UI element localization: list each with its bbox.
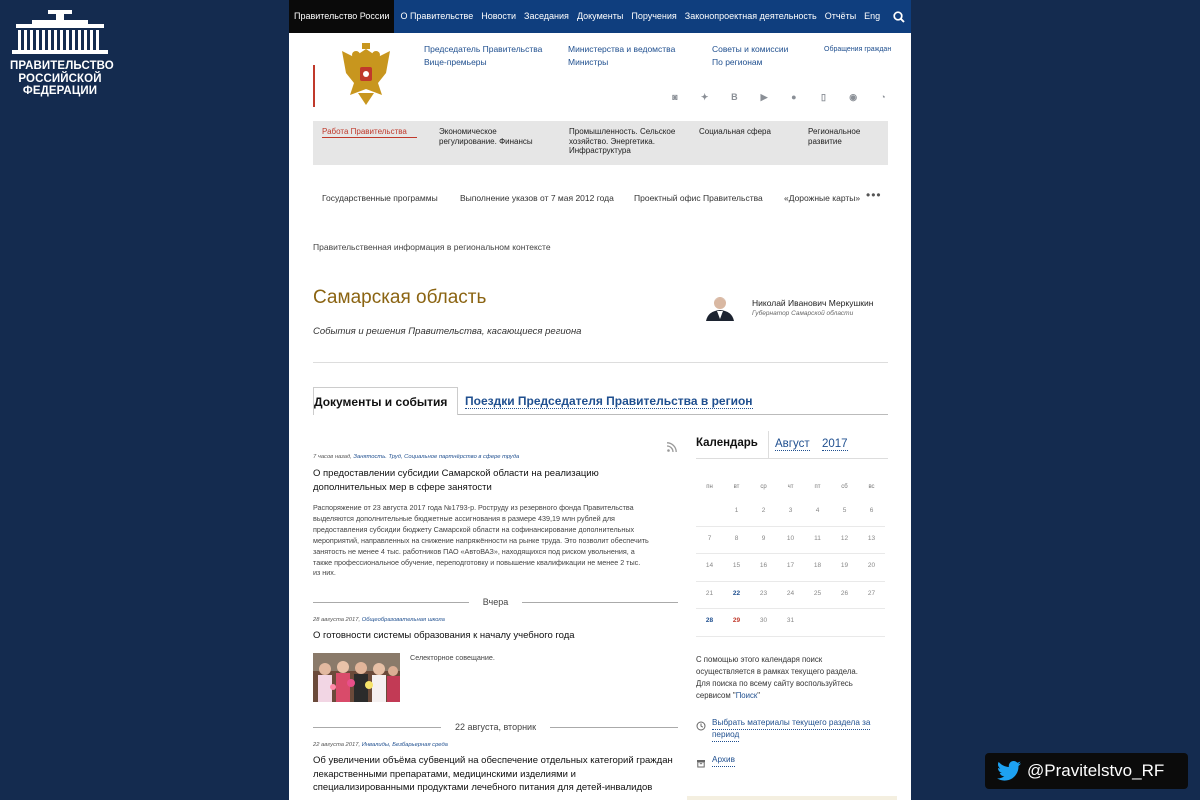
tab-label: Документы и события bbox=[314, 395, 448, 409]
calendar-day: 9 bbox=[761, 534, 766, 542]
social-icons bbox=[669, 91, 889, 103]
calendar-day-active[interactable]: 22 bbox=[732, 589, 741, 597]
news-title-link[interactable] bbox=[313, 754, 673, 795]
calendar-day-active[interactable]: 28 bbox=[705, 617, 714, 624]
calendar-day: 5 bbox=[842, 507, 847, 514]
news-body-line: мероприятий, направленных на снижение напряжённости на рынке труда. Это позволит обеспечить bbox=[313, 535, 649, 545]
select-period-line: Выбрать материалы текущего раздела за bbox=[712, 718, 871, 727]
logo-line-1: ПРАВИТЕЛЬСТВО bbox=[10, 60, 114, 72]
governor-name[interactable]: Николай Иванович Меркушкин bbox=[752, 298, 874, 308]
news-body-line: выделяются дополнительные бюджетные ассигнования в размере 439,19 млн рублей для bbox=[313, 513, 615, 523]
mobile-icon[interactable]: ▯ bbox=[821, 91, 826, 102]
header-link-regions[interactable]: По регионам bbox=[712, 57, 763, 67]
news-tags-link[interactable]: Инвалиды, Безбарьерная среда bbox=[361, 742, 448, 748]
subnav-project-office[interactable]: Проектный офис Правительства bbox=[634, 193, 763, 203]
category-government-work[interactable]: Работа Правительства bbox=[322, 127, 417, 138]
news-title-line: О предоставлении субсидии Самарской области на реализацию bbox=[313, 468, 599, 479]
calendar-note-line: С помощью этого календаря поиск bbox=[696, 655, 823, 664]
topnav-item-reports[interactable]: Отчёты bbox=[824, 11, 857, 21]
news-title-line: лекарственными препаратами, медицинскими изделиями и bbox=[313, 768, 576, 780]
news-time: 28 августа 2017, bbox=[313, 617, 361, 623]
news-time: 7 часов назад, bbox=[313, 454, 352, 460]
page-subtitle: События и решения Правительства, касающиеся региона bbox=[313, 326, 582, 337]
calendar-day: 7 bbox=[707, 534, 712, 542]
calendar-year-select[interactable]: 2017 bbox=[822, 438, 848, 450]
twitter-icon[interactable]: ✦ bbox=[700, 91, 709, 102]
news-body-line: также профессиональное обучение, переподготовку и повышение квалификации не менее 2 тыс. bbox=[313, 557, 641, 567]
topnav-item-news[interactable]: Новости bbox=[481, 11, 517, 21]
more-icon[interactable]: ••• bbox=[866, 188, 882, 202]
calendar-week bbox=[696, 527, 885, 555]
top-navigation bbox=[289, 0, 911, 33]
topnav-item-about[interactable]: О Правительстве bbox=[400, 11, 474, 21]
tabs-underline bbox=[458, 414, 888, 415]
calendar-day: 26 bbox=[840, 589, 849, 597]
logo-line-2: РОССИЙСКОЙ bbox=[18, 72, 102, 85]
news-tags-link[interactable]: Общеобразовательная школа bbox=[361, 617, 445, 623]
search-link[interactable]: Поиск bbox=[735, 691, 758, 700]
logo-line-3: ФЕДЕРАЦИИ bbox=[22, 85, 98, 97]
calendar-day-active[interactable]: 29 bbox=[732, 617, 741, 624]
category-economy[interactable]: Экономическое регулирование. Финансы bbox=[439, 127, 533, 146]
vk-icon[interactable]: В bbox=[731, 92, 738, 102]
calendar-week bbox=[696, 609, 885, 637]
twitter-badge[interactable] bbox=[985, 753, 1188, 789]
divider bbox=[768, 431, 769, 459]
news-body-line: занятость не менее 4 тыс. работников ПАО «АвтоВАЗ», находящихся под риском увольнения, а bbox=[313, 546, 635, 556]
calendar-day: 10 bbox=[786, 534, 795, 542]
page-title: Самарская область bbox=[313, 287, 487, 308]
header-link-vice-premiers[interactable]: Вице-премьеры bbox=[424, 57, 487, 67]
news-photo-caption: Селекторное совещание. bbox=[410, 653, 495, 662]
weekday: вт bbox=[733, 484, 740, 490]
calendar-day: 21 bbox=[705, 589, 714, 597]
context-line: Правительственная информация в региональном контексте bbox=[313, 242, 551, 252]
archive-icon bbox=[696, 755, 706, 773]
rss-icon[interactable] bbox=[667, 439, 677, 457]
calendar-day: 4 bbox=[815, 507, 820, 514]
governor-photo[interactable] bbox=[704, 293, 736, 321]
news-meta bbox=[313, 742, 448, 748]
header-link-chairman[interactable]: Председатель Правительства bbox=[424, 44, 543, 54]
search-icon[interactable] bbox=[889, 0, 909, 33]
calendar-note-line: Для поиска по всему сайту воспользуйтесь bbox=[696, 679, 853, 688]
calendar-day: 30 bbox=[759, 617, 768, 624]
tab-documents-events[interactable] bbox=[313, 387, 458, 415]
calendar-note-line: сервисом " bbox=[696, 691, 736, 700]
weekday: пн bbox=[706, 484, 713, 490]
date-divider-label: Вчера bbox=[482, 597, 509, 607]
governor-title: Губернатор Самарской области bbox=[752, 310, 854, 317]
subnav-state-programs[interactable]: Государственные программы bbox=[322, 193, 438, 203]
news-meta bbox=[313, 617, 445, 623]
people-icon[interactable]: ● bbox=[791, 92, 797, 102]
calendar-weekdays bbox=[696, 475, 885, 499]
news-title-line: специализированными продуктами лечебного питания для детей-инвалидов bbox=[313, 782, 653, 793]
calendar-day: 12 bbox=[840, 534, 849, 542]
weekday: сб bbox=[841, 484, 848, 490]
weekday: чт bbox=[787, 484, 794, 490]
calendar-day: 13 bbox=[867, 534, 876, 542]
calendar-day: 20 bbox=[867, 562, 876, 569]
news-body-line: из них. bbox=[313, 568, 336, 578]
news-body-line: Распоряжение от 23 августа 2017 года №1793-р. Роструду из резервного фонда Правительства bbox=[313, 503, 634, 512]
news-photo[interactable] bbox=[313, 653, 400, 702]
calendar-day: 1 bbox=[734, 507, 739, 514]
calendar-day: 16 bbox=[759, 562, 768, 569]
topnav-item-legislation[interactable]: Законопроектная деятельность bbox=[684, 11, 817, 21]
category-bar bbox=[313, 121, 888, 165]
calendar-day: 24 bbox=[786, 589, 795, 597]
topnav-item-meetings[interactable]: Заседания bbox=[524, 11, 569, 21]
divider bbox=[313, 362, 888, 363]
calendar-day: 2 bbox=[761, 507, 766, 514]
weekday: пт bbox=[814, 484, 821, 490]
news-body bbox=[313, 503, 680, 579]
accent-bar bbox=[313, 65, 315, 107]
subnav-may-decrees[interactable]: Выполнение указов от 7 мая 2012 года bbox=[460, 193, 614, 203]
calendar-day: 17 bbox=[786, 562, 795, 569]
weekday: ср bbox=[760, 484, 767, 490]
news-title-link[interactable]: О готовности системы образования к началу учебного года bbox=[313, 630, 575, 641]
topnav-item-instructions[interactable]: Поручения bbox=[631, 11, 677, 21]
calendar-day bbox=[804, 609, 831, 636]
calendar-grid bbox=[696, 475, 885, 637]
news-meta bbox=[313, 454, 519, 460]
twitter-icon bbox=[997, 761, 1021, 781]
calendar-week bbox=[696, 499, 885, 527]
news-body-line: предоставления субсидии бюджету Самарской области на софинансирование дополнительных bbox=[313, 524, 635, 534]
calendar-note-line: осуществляется в рамках текущего раздела. bbox=[696, 667, 858, 676]
topnav-item-eng[interactable]: Eng bbox=[864, 11, 881, 21]
header-link-appeals[interactable]: Обращения граждан bbox=[824, 46, 892, 53]
news-title-link[interactable] bbox=[313, 467, 599, 494]
calendar-day: 19 bbox=[840, 562, 849, 569]
calendar-note-end: " bbox=[757, 691, 761, 700]
footer-stripe bbox=[687, 796, 897, 800]
news-title-line: Об увеличении объёма субвенций на обеспечение отдельных категорий граждан bbox=[313, 755, 673, 766]
news-title-line: дополнительных мер в сфере занятости bbox=[313, 481, 492, 493]
select-period-link[interactable]: период bbox=[712, 729, 739, 742]
calendar-week bbox=[696, 582, 885, 610]
subnav-roadmaps[interactable]: «Дорожные карты» bbox=[784, 193, 861, 203]
calendar-day: 15 bbox=[732, 562, 741, 569]
calendar-day bbox=[696, 499, 723, 526]
category-regional[interactable]: Региональное развитие bbox=[808, 127, 861, 146]
archive-link[interactable]: Архив bbox=[712, 754, 735, 767]
header-link-ministers[interactable]: Министры bbox=[568, 57, 609, 67]
coat-of-arms-icon[interactable] bbox=[336, 43, 396, 114]
history-icon bbox=[696, 718, 706, 736]
calendar-month-select[interactable]: Август bbox=[775, 438, 810, 450]
date-divider bbox=[313, 597, 678, 607]
calendar-day: 11 bbox=[814, 534, 821, 542]
eye-icon[interactable]: ◉ bbox=[849, 91, 858, 102]
header-link-councils[interactable]: Советы и комиссии bbox=[712, 44, 789, 54]
twitter-handle: @Pravitelstvo_RF bbox=[1027, 761, 1165, 780]
calendar-day bbox=[858, 609, 885, 636]
calendar-day: 23 bbox=[759, 589, 768, 597]
youtube-icon[interactable]: ▶ bbox=[760, 91, 768, 102]
calendar-day: 18 bbox=[813, 562, 822, 569]
calendar-day: 27 bbox=[867, 589, 876, 597]
site-header bbox=[289, 33, 911, 121]
category-social[interactable]: Социальная сфера bbox=[699, 127, 771, 136]
calendar-note bbox=[696, 654, 886, 702]
camera-icon[interactable]: ◙ bbox=[672, 92, 678, 102]
news-time: 22 августа 2017, bbox=[313, 742, 361, 748]
topnav-item-government[interactable]: Правительство России bbox=[289, 0, 394, 33]
weekday: вс bbox=[868, 484, 875, 490]
calendar-day: 31 bbox=[786, 617, 795, 624]
rss-icon[interactable]: ◔ bbox=[880, 92, 886, 102]
site-logo[interactable] bbox=[10, 10, 114, 98]
tab-chairman-trips[interactable]: Поездки Председателя Правительства в регион bbox=[465, 394, 753, 408]
category-industry[interactable]: Промышленность. Сельское хозяйство. Энергетика. Инфраструктура bbox=[569, 127, 676, 155]
topnav-item-documents[interactable]: Документы bbox=[576, 11, 624, 21]
calendar-day: 25 bbox=[813, 589, 822, 597]
page-content bbox=[289, 0, 911, 800]
white-house-icon bbox=[12, 10, 108, 56]
divider bbox=[696, 458, 888, 459]
calendar-week bbox=[696, 554, 885, 582]
calendar-title: Календарь bbox=[696, 437, 758, 449]
news-tags-link[interactable]: Занятость. Труд, Социальное партнёрство в сфере труда bbox=[353, 454, 520, 460]
header-link-ministries[interactable]: Министерства и ведомства bbox=[568, 44, 676, 54]
date-divider bbox=[313, 722, 678, 732]
calendar-day: 6 bbox=[869, 507, 874, 514]
date-divider-label: 22 августа, вторник bbox=[454, 722, 537, 732]
calendar-day bbox=[831, 609, 858, 636]
calendar-day: 8 bbox=[734, 534, 739, 542]
calendar-day: 3 bbox=[788, 507, 793, 514]
calendar-day: 14 bbox=[705, 562, 714, 569]
